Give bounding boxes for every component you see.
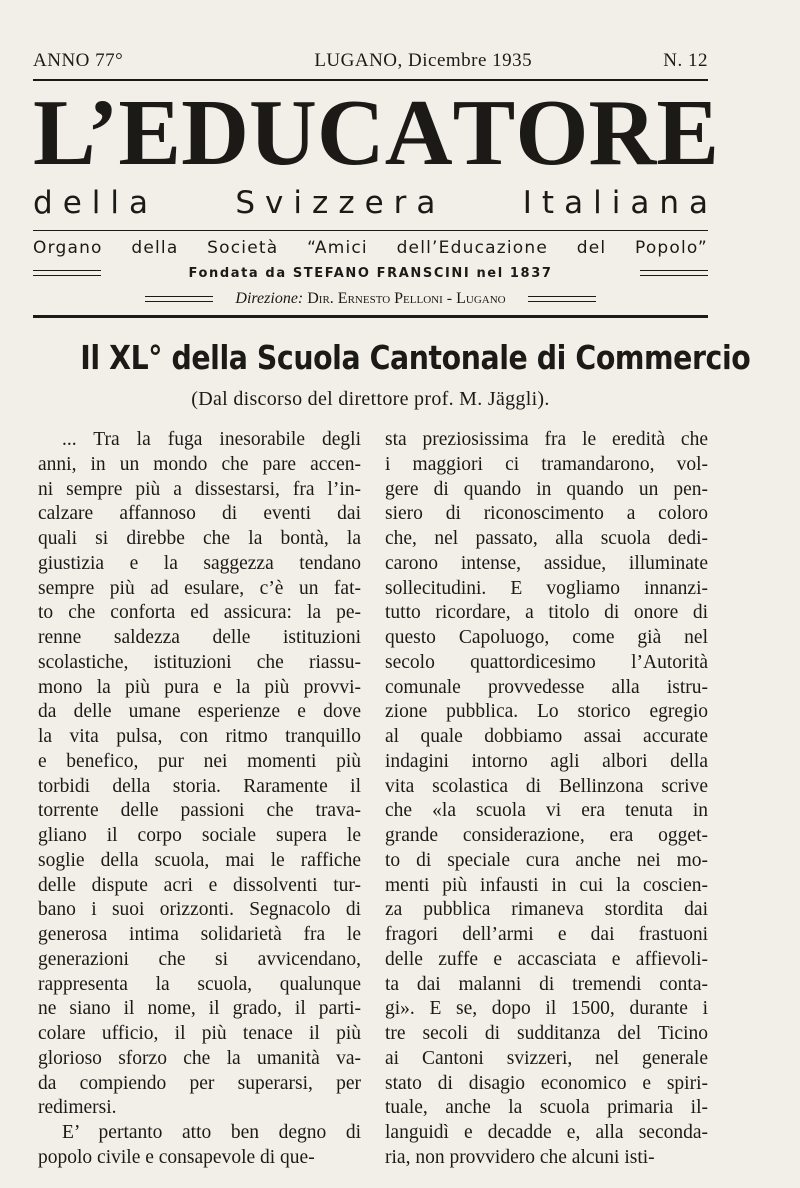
subtitle-letter: a [564, 185, 584, 221]
direzione-value: Dir. Ernesto Pelloni - Lugano [307, 290, 506, 307]
subtitle-letter: e [62, 185, 82, 221]
direzione-label: Direzione: [235, 290, 304, 307]
issue-header [33, 50, 708, 72]
article-column-left [38, 428, 361, 1171]
text-line: tuale, anche la scuola primaria il- [385, 1097, 708, 1119]
text-line: ne siano il nome, il grado, il parti- [38, 998, 361, 1020]
text-line: al quale dobbiamo assai accurate [385, 726, 708, 747]
masthead-letter: D [181, 81, 249, 185]
text-line: che «la scuola vi era tenuta in [385, 800, 708, 822]
text-line: i maggiori ci tramandarono, vol- [385, 453, 708, 475]
text-line: popolo civile e consapevole di que- [38, 1146, 315, 1168]
organ-word: dell’Educazione [396, 238, 549, 258]
text-line: delle dispute acri e dissolventi tur- [38, 874, 361, 896]
direzione-row [33, 289, 708, 309]
text-line: colare ufficio, il più tenace il più [38, 1023, 361, 1044]
text-line: questo Capoluogo, come già nel [385, 627, 708, 648]
double-rule-left-small [145, 296, 213, 302]
subtitle-letter: n [659, 185, 679, 221]
subtitle-letter: v [265, 185, 284, 221]
masthead-letter: U [248, 81, 317, 185]
text-line: quali si direbbe che la bontà, la [38, 528, 361, 549]
masthead-bottom-rule [33, 315, 708, 318]
text-line: gere di quando in quando un pen- [385, 478, 708, 500]
text-line: gi». E se, dopo il 1500, durante i [385, 998, 708, 1020]
text-line: glorioso sforzo che la umanità va- [38, 1047, 361, 1069]
masthead-letter: E [656, 81, 720, 185]
text-line: delle zuffe e accasciata e affievoli- [385, 948, 708, 970]
text-line: indagini intorno agli albori della [385, 750, 708, 772]
subtitle-letter: a [688, 185, 708, 221]
text-line: za pubblica rimaneva stordita dai [385, 899, 708, 921]
text-line: E’ pertanto atto ben degno di [62, 1122, 361, 1143]
text-line: sta preziosissima fra le eredità che [385, 429, 708, 450]
organ-word: “Amici [307, 238, 368, 258]
subtitle-letter: t [541, 185, 555, 221]
subtitle-letter: i [293, 185, 303, 221]
subtitle-letter: e [364, 185, 384, 221]
text-line: mono la più pura e la più provvi- [38, 676, 361, 698]
subtitle-letter: a [416, 185, 436, 221]
subtitle-letter: i [611, 185, 621, 221]
masthead-letter: T [452, 81, 516, 185]
text-line: torbidi della storia. Raramente il [38, 775, 361, 797]
text-line: grande considerazione, era ogget- [385, 825, 708, 846]
double-rule-right [640, 270, 708, 276]
text-line: siero di riconoscimento a coloro [385, 503, 708, 525]
masthead-letter: L’E [33, 81, 182, 185]
text-line: calzare affannoso di eventi dai [38, 503, 361, 525]
text-line: tutto ricordare, a titolo di onore di [385, 602, 708, 624]
text-line: ni sempre più a dissestarsi, fra l’in- [38, 478, 361, 500]
text-line: stato di disagio economico e spiri- [385, 1072, 708, 1094]
organ-word: Popolo” [634, 238, 708, 258]
subtitle-letter: a [129, 185, 149, 221]
double-rule-right-small [528, 296, 596, 302]
text-line: to di speciale cura anche nei mo- [385, 849, 708, 871]
subtitle-rule [33, 230, 708, 231]
subtitle-letter: S [235, 185, 256, 221]
text-line: redimersi. [38, 1097, 117, 1119]
subtitle-letter: z [312, 185, 329, 221]
text-line: da delle umane esperienze e dove [38, 701, 361, 723]
text-line: bano i suoi orizzonti. Segnacolo di [38, 899, 361, 921]
subtitle-letter: d [33, 185, 53, 221]
masthead-letter: C [316, 81, 385, 185]
text-line: da compiendo per superarsi, per [38, 1072, 361, 1094]
text-line: anni, in un mondo che pare accen- [38, 453, 361, 475]
place-date: LUGANO, Dicembre 1935 [314, 50, 533, 71]
text-line: e benefico, pur nei momenti più [38, 750, 361, 772]
subtitle-word [33, 183, 148, 223]
masthead-letter: O [515, 81, 589, 185]
masthead-letter: A [384, 81, 453, 185]
text-line: to che conforta ed assicura: la pe- [38, 602, 361, 624]
text-line: secolo quattordicesimo l’Autorità [385, 651, 708, 673]
subtitle-letter: l [593, 185, 602, 221]
text-line: ria, non provvidero che alcuni isti- [385, 1146, 655, 1168]
issue-number: N. 12 [663, 50, 708, 71]
text-line: la vita pulsa, con ritmo tranquillo [38, 726, 361, 747]
organ-word: del [576, 238, 607, 258]
organ-line [33, 238, 708, 258]
text-line: comunale provvedesse alla istru- [385, 676, 708, 698]
masthead-title [33, 81, 720, 185]
text-line: gliano il corpo sociale supera le [38, 825, 361, 846]
text-line: ta dai malanni di tremendi conta- [385, 973, 708, 995]
text-line: languidì e decadde e, alla seconda- [385, 1122, 708, 1143]
masthead-subtitle [33, 183, 708, 223]
subtitle-letter: l [110, 185, 120, 221]
text-line: renne saldezza delle istituzioni [38, 627, 361, 648]
masthead-letter: R [588, 81, 657, 185]
subtitle-letter: r [393, 185, 407, 221]
founded-row [33, 264, 708, 282]
article-title: Il XL° della Scuola Cantonale di Commercio [80, 338, 751, 377]
text-line: scolastiche, istituzioni che riassu- [38, 651, 361, 673]
text-line: sempre più ad esulare, c’è un fat- [38, 577, 361, 599]
organ-word: della [131, 238, 179, 258]
text-line: rappresenta la scuola, qualunque [38, 973, 361, 995]
subtitle-letter: a [630, 185, 650, 221]
text-line: carono intense, assidue, illuminate [385, 552, 708, 574]
text-line: menti più infausti in cui la coscien- [385, 874, 708, 896]
volume-label: ANNO 77° [33, 50, 124, 71]
text-line: vita scolastica di Bellinzona scrive [385, 775, 708, 797]
text-line: sollecitudini. E vogliamo innanzi- [385, 577, 708, 599]
text-line: che, nel passato, alla scuola dedi- [385, 528, 708, 549]
founded-line: Fondata da STEFANO FRANSCINI nel 1837 [188, 265, 553, 281]
text-line: fragori dell’armi e dai frastuoni [385, 924, 708, 945]
text-line: ai Cantoni svizzeri, nel generale [385, 1047, 708, 1069]
text-line: soglie della scuola, mai le raffiche [38, 849, 361, 871]
subtitle-word [523, 183, 708, 223]
organ-word: Società [207, 238, 279, 258]
article-subtitle: (Dal discorso del direttore prof. M. Jäggli). [191, 388, 550, 410]
text-line: ... Tra la fuga inesorabile degli [62, 429, 361, 450]
double-rule-left [33, 270, 101, 276]
subtitle-letter: z [338, 185, 355, 221]
text-line: generosa intima solidarietà fra le [38, 924, 361, 945]
subtitle-letter: I [522, 185, 532, 221]
subtitle-word [235, 183, 435, 223]
text-line: tre secoli di sudditanza del Ticino [385, 1023, 708, 1044]
text-line: giustizia e la saggezza tendano [38, 552, 361, 574]
text-line: generazioni che si avvicendano, [38, 948, 361, 970]
subtitle-letter: l [91, 185, 101, 221]
organ-word: Organo [33, 238, 103, 258]
text-line: zione pubblica. Lo storico egregio [385, 701, 708, 723]
text-line: torrente delle passioni che trava- [38, 800, 361, 822]
article-column-right [385, 428, 708, 1171]
